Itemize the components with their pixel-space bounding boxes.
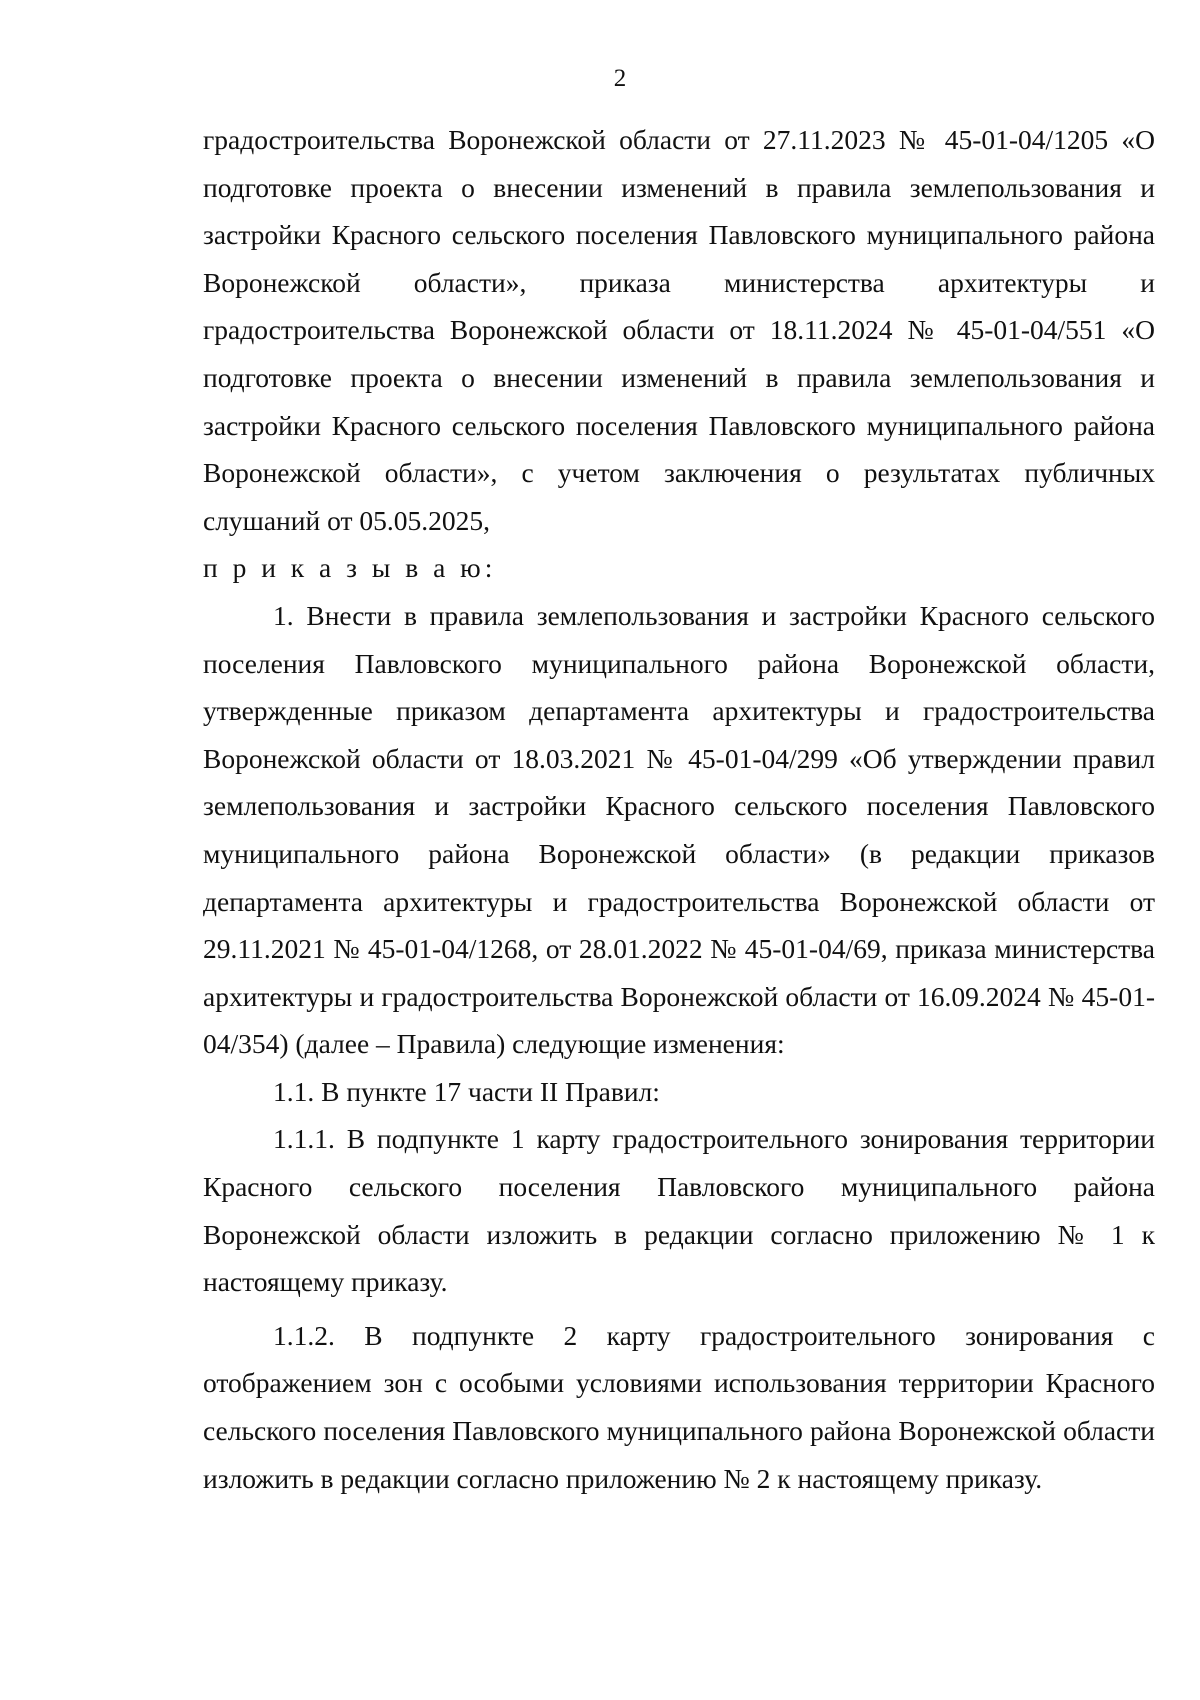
document-body (203, 116, 1155, 1502)
page-number: 2 (613, 65, 627, 92)
item-1-1-1-paragraph: 1.1.1. В подпункте 1 карту градостроительного зонирования территории Красного сельского поселения Павловского муниципального района Воронежской области изложить в редакции согласно приложению № 1 к настоящему приказу. (203, 1123, 1155, 1298)
item-1-paragraph: 1. Внести в правила землепользования и застройки Красного сельского поселения Павловского муниципального района Воронежской области, утвержденные приказом департамента архитектуры и градостроительства Воронежской области от 18.03.2021 № 45-01-04/299 «Об утверждении правил землепользования и застройки Красного сельского поселения Павловского муниципального района Воронежской области» (в редакции приказов департамента архитектуры и градостроительства Воронежской области от 29.11.2021 № 45-01-04/1268, от 28.01.2022 № 45-01-04/69, приказа министерства архитектуры и градостроительства Воронежской области от 16.09.2024 № 45-01-04/354) (далее – Правила) следующие изменения: (203, 599, 1155, 1060)
item-1-1-paragraph: 1.1. В пункте 17 части II Правил: (273, 1075, 660, 1107)
item-1-1-2-paragraph: 1.1.2. В подпункте 2 карту градостроительного зонирования с отображением зон с особыми условиями использования территории Красного сельского поселения Павловского муниципального района Воронежской области изложить в редакции согласно приложению № 2 к настоящему приказу. (203, 1319, 1155, 1494)
preamble-paragraph: градостроительства Воронежской области от 27.11.2023 № 45-01-04/1205 «О подготовке проекта о внесении изменений в правила землепользования и застройки Красного сельского поселения Павловского муниципального района Воронежской области», приказа министерства архитектуры и градостроительства Воронежской области от 18.11.2024 № 45-01-04/551 «О подготовке проекта о внесении изменений в правила землепользования и застройки Красного сельского поселения Павловского муниципального района Воронежской области», с учетом заключения о результатах публичных слушаний от 05.05.2025, (203, 124, 1155, 536)
order-word: п р и к а з ы в а ю: (203, 552, 497, 584)
